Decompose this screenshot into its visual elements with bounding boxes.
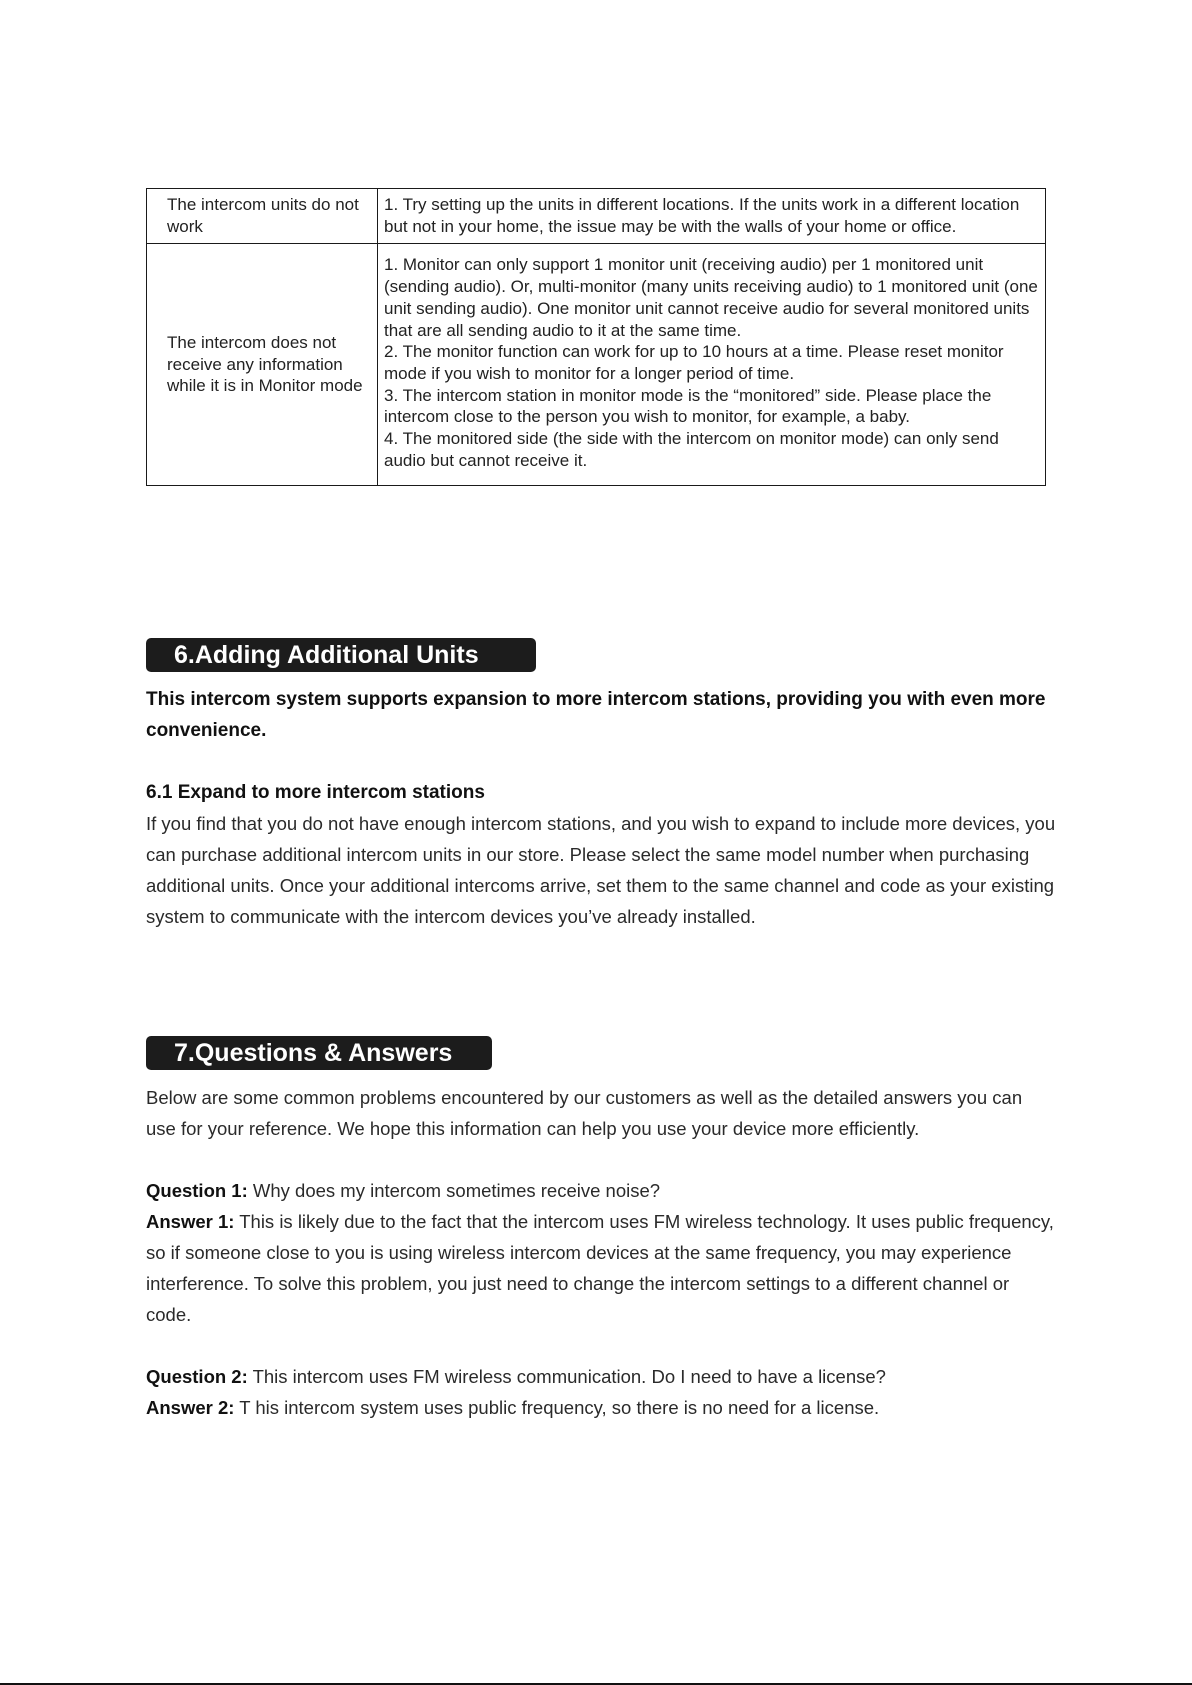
solution-line: 3. The intercom station in monitor mode is the “monitored” side. Please place the intercom close to the person you wish to monitor, for example, a baby. <box>384 385 992 427</box>
problem-cell: The intercom units do not work <box>147 189 378 244</box>
qa-item-1 <box>146 1175 1056 1330</box>
solution-line: 1. Monitor can only support 1 monitor unit (receiving audio) per 1 monitored unit (sending audio). Or, multi-monitor (many units receiving audio) to 1 monitored unit (one unit sending audio). One monitor unit cannot receive audio for several monitored units that are all sending audio to it at the same time. <box>384 255 1038 340</box>
solution-cell <box>378 244 1046 486</box>
section-7-heading: 7.Questions & Answers <box>146 1036 492 1070</box>
solution-cell <box>378 189 1046 244</box>
troubleshooting-table <box>146 188 1046 486</box>
section-7-intro: Below are some common problems encountered by our customers as well as the detailed answers you can use for your reference. We hope this information can help you use your device more efficiently. <box>146 1087 1023 1139</box>
answer-1 <box>146 1206 1056 1330</box>
question-label: Question 2: <box>146 1366 248 1387</box>
solution-line: 1. Try setting up the units in different locations. If the units work in a different location but not in your home, the issue may be with the walls of your home or office. <box>384 195 1020 236</box>
answer-text: This is likely due to the fact that the intercom uses FM wireless technology. It uses public frequency, so if someone close to you is using wireless intercom devices at the same frequency, you may experience interference. To solve this problem, you just need to change the intercom settings to a different channel or code. <box>146 1211 1054 1325</box>
qa-item-2 <box>146 1361 1056 1423</box>
section-6-1-body: If you find that you do not have enough intercom stations, and you wish to expand to include more devices, you can purchase additional intercom units in our store. Please select the same model number when purchasing additional units. Once your additional intercoms arrive, set them to the same channel and code as your existing system to communicate with the intercom devices you’ve already installed. <box>146 813 1056 927</box>
section-6-heading: 6.Adding Additional Units <box>146 638 536 672</box>
question-1 <box>146 1175 1056 1206</box>
question-2 <box>146 1361 1056 1392</box>
section-6-1-subheading: 6.1 Expand to more intercom stations <box>146 782 485 803</box>
problem-cell: The intercom does not receive any information while it is in Monitor mode <box>147 244 378 486</box>
solution-line: 4. The monitored side (the side with the intercom on monitor mode) can only send audio but cannot receive it. <box>384 429 999 470</box>
answer-2 <box>146 1392 1056 1423</box>
answer-label: Answer 1: <box>146 1211 235 1232</box>
question-text: Why does my intercom sometimes receive noise? <box>247 1180 661 1201</box>
question-label: Question 1: <box>146 1180 248 1201</box>
question-text: This intercom uses FM wireless communication. Do I need to have a license? <box>247 1366 886 1387</box>
table-row <box>147 189 1046 244</box>
answer-label: Answer 2: <box>146 1397 235 1418</box>
solution-line: 2. The monitor function can work for up to 10 hours at a time. Please reset monitor mode if you wish to monitor for a longer period of time. <box>384 342 1004 383</box>
table-row <box>147 244 1046 486</box>
section-6-lead: This intercom system supports expansion to more intercom stations, providing you with even more convenience. <box>146 689 1046 741</box>
answer-text: T his intercom system uses public frequency, so there is no need for a license. <box>234 1397 880 1418</box>
